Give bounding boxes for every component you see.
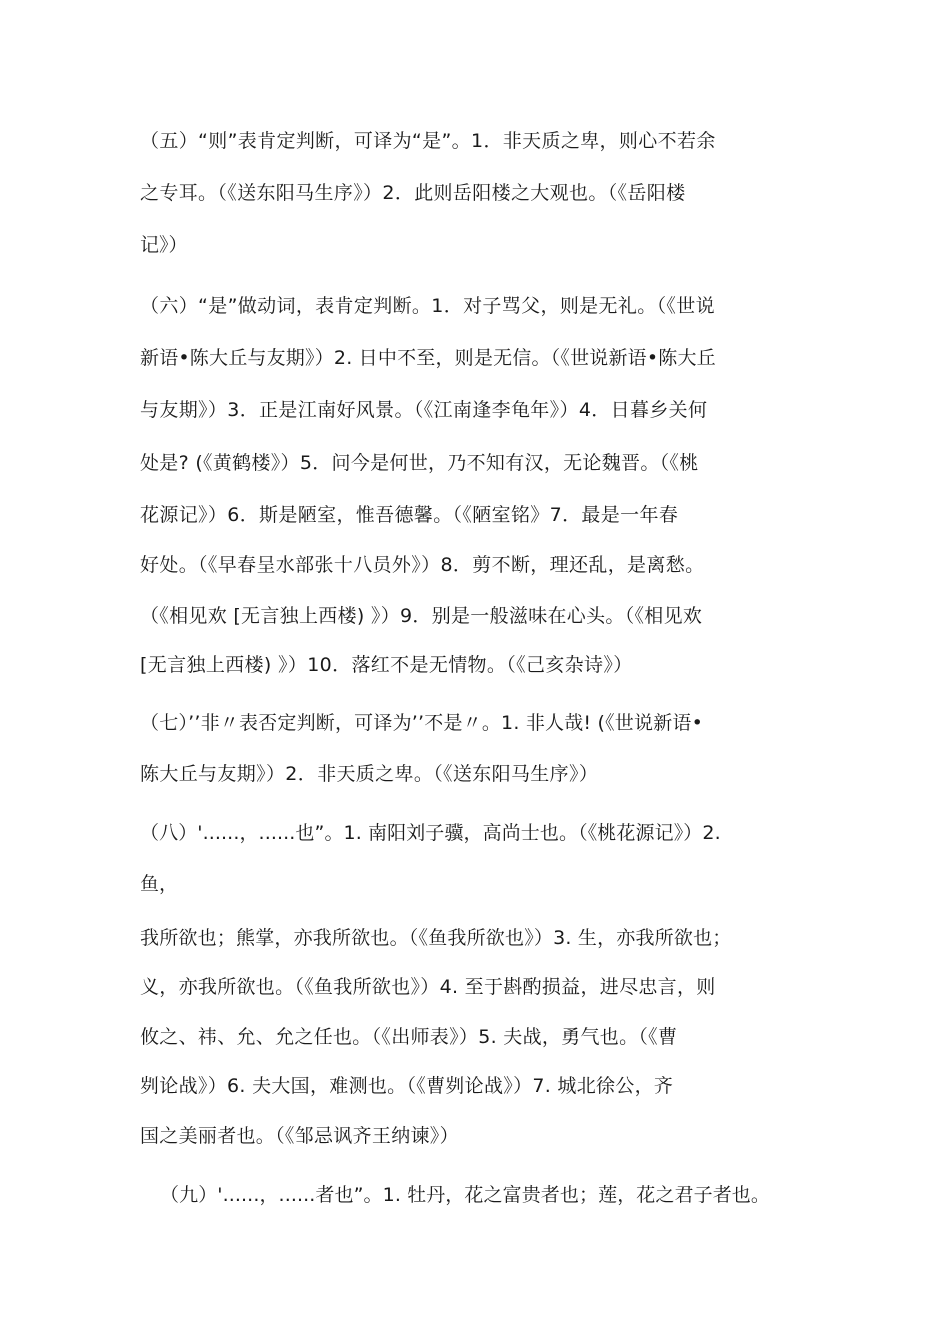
text-line: 之专耳。（《送东阳马生序》）2．此则岳阳楼之大观也。（《岳阳楼 (140, 182, 686, 204)
text-line: 与友期》）3．正是江南好风景。（《江南逢李龟年》）4．日暮乡关何 (140, 399, 708, 421)
text-line: 花源记》）6．斯是陋室，惟吾德馨。（《陋室铭》7．最是一年春 (140, 504, 679, 526)
text-line: 记》） (140, 234, 188, 256)
text-line: [无言独上西楼) 》）10．落红不是无情物。（《己亥杂诗》） (140, 654, 633, 676)
text-line: 处是? (《黄鹤楼》）5．问今是何世，乃不知有汉，无论魏晋。（《桃 (140, 452, 699, 474)
text-line: （九）'......，......者也”。1. 牡丹，花之富贵者也；莲，花之君子者也。 (160, 1184, 771, 1206)
text-line: 刿论战》）6. 夫大国，难测也。（《曹刿论战》）7. 城北徐公，齐 (140, 1075, 674, 1097)
text-line: 我所欲也；熊掌，亦我所欲也。（《鱼我所欲也》）3. 生，亦我所欲也； (140, 927, 732, 949)
text-line: （七）’’非〃表否定判断，可译为’’不是〃。1. 非人哉! (《世说新语• (140, 712, 704, 734)
text-line: 好处。（《早春呈水部张十八员外》）8．剪不断，理还乱，是离愁。 (140, 554, 705, 576)
text-line: 攸之、祎、允、允之任也。（《出师表》）5. 夫战，勇气也。（《曹 (140, 1026, 678, 1048)
text-line: （五）“则”表肯定判断，可译为“是”。1．非天质之卑，则心不若余 (140, 130, 716, 152)
text-line: 陈大丘与友期》）2．非天质之卑。（《送东阳马生序》） (140, 763, 599, 785)
text-line: （六）“是”做动词，表肯定判断。1．对子骂父，则是无礼。（《世说 (140, 295, 715, 317)
text-line: 义，亦我所欲也。（《鱼我所欲也》）4. 至于斟酌损益，进尽忠言，则 (140, 976, 716, 998)
text-line: 鱼， (140, 873, 179, 895)
text-line: 国之美丽者也。（《邹忌讽齐王纳谏》） (140, 1125, 459, 1147)
text-line: （《相见欢 [无言独上西楼) 》）9．别是一般滋味在心头。（《相见欢 (140, 605, 703, 627)
text-line: （八）'......，......也”。1. 南阳刘子骥，高尚士也。（《桃花源记》）2. (140, 822, 721, 844)
text-line: 新语•陈大丘与友期》）2. 日中不至，则是无信。（《世说新语•陈大丘 (140, 347, 716, 369)
